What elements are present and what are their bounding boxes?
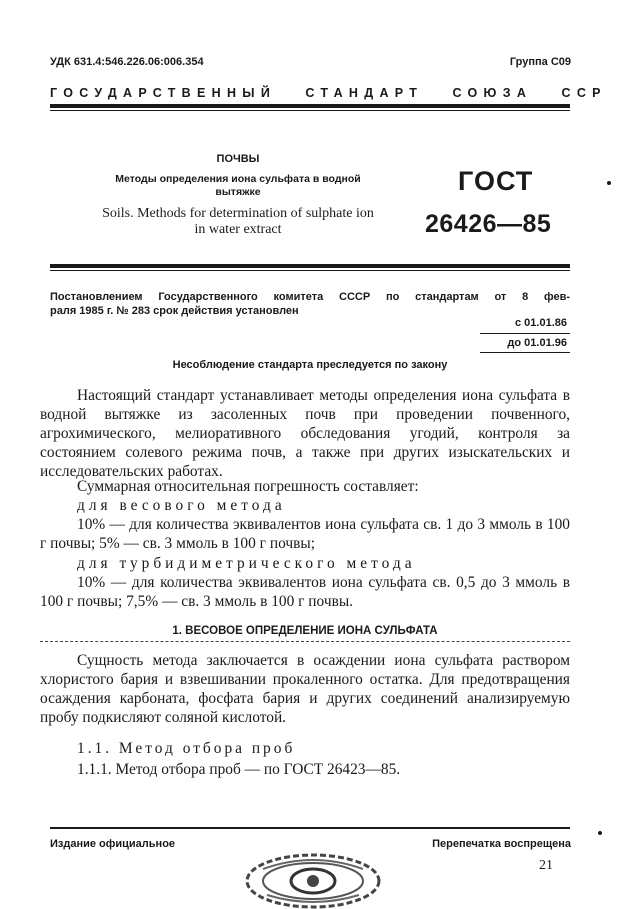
reprint-prohibited: Перепечатка воспрещена: [432, 838, 571, 850]
doc-title: ПОЧВЫ: [216, 153, 260, 165]
header-thin-rule: [50, 110, 570, 111]
section-divider: [40, 641, 570, 642]
weight-method-label: для весового метода: [77, 497, 286, 514]
valid-from-underline: [480, 333, 570, 334]
subtitle-en-line-1: Soils. Methods for determination of sulphate ion: [102, 206, 374, 221]
title-thick-rule: [50, 264, 570, 268]
intro-paragraph-1: Настоящий стандарт устанавливает методы определения иона сульфата в водной вытяжке из засоленных почв при проведении почвенного, агрохимического, мелиоративного обследования угодий, контроля за состоянием солевого режима почв, а также при других изыскательских и исследовательских работах.: [40, 387, 570, 480]
gost-number: 26426—85: [425, 210, 552, 238]
intro-paragraph-2: Суммарная относительная погрешность составляет:: [77, 478, 419, 495]
page-number: 21: [539, 858, 553, 873]
subsection-1-1-1: 1.1.1. Метод отбора проб — по ГОСТ 26423—85.: [77, 761, 401, 778]
subsection-1-1: 1.1. Метод отбора проб: [77, 740, 296, 757]
section-1-paragraph: Сущность метода заключается в осаждении иона сульфата раствором хлористого бария и взвешивании прокаленного остатка. Для предотвращения осаждения карбоната, фосфата бария и других соединений анализируемую пробу подкисляют соляной кислотой.: [40, 652, 570, 726]
footer-margin-dot: [598, 831, 602, 835]
subtitle-en-line-2: in water extract: [194, 222, 282, 237]
title-thin-rule: [50, 270, 570, 271]
subtitle-ru-line-1: Методы определения иона сульфата в водной: [115, 173, 361, 185]
turbid-method-text: 10% — для количества эквивалентов иона сульфата св. 0,5 до 3 ммоль в 100 г почвы; 7,5% — св. 3 ммоль в 100 г почвы.: [40, 574, 570, 610]
doc-subtitle-en: [50, 206, 426, 238]
decree-text: [50, 290, 570, 318]
gost-label: ГОСТ: [458, 166, 534, 196]
group-code: Группа С09: [509, 56, 571, 68]
valid-to: до 01.01.96: [507, 337, 567, 349]
official-edition: Издание официальное: [50, 838, 176, 850]
udk-code: УДК 631.4:546.226.06:006.354: [50, 56, 204, 68]
decree-line-2: раля 1985 г. № 283 срок действия установлен: [50, 305, 299, 317]
valid-to-underline: [480, 352, 570, 353]
weight-method-text: 10% — для количества эквивалентов иона сульфата св. 1 до 3 ммоль в 100 г почвы; 5% — св. 3 ммоль в 100 г почвы;: [40, 516, 570, 552]
header-thick-rule: [50, 104, 570, 108]
turbid-method-label: для турбидиметрического метода: [77, 555, 416, 572]
decree-line-1: Постановлением Государственного комитета СССР по стандартам от 8 фев-: [50, 291, 570, 303]
library-stamp-icon: [243, 849, 383, 909]
section-1-heading: 1. ВЕСОВОЕ ОПРЕДЕЛЕНИЕ ИОНА СУЛЬФАТА: [172, 625, 438, 637]
margin-dot: [607, 181, 611, 185]
valid-from: с 01.01.86: [515, 317, 567, 329]
standard-banner: ГОСУДАРСТВЕННЫЙ СТАНДАРТ СОЮЗА ССР: [50, 86, 607, 100]
legal-notice: Несоблюдение стандарта преследуется по закону: [172, 359, 448, 371]
footer-rule: [50, 827, 570, 829]
subtitle-ru-line-2: вытяжке: [215, 186, 261, 198]
doc-subtitle-ru: [50, 173, 426, 199]
